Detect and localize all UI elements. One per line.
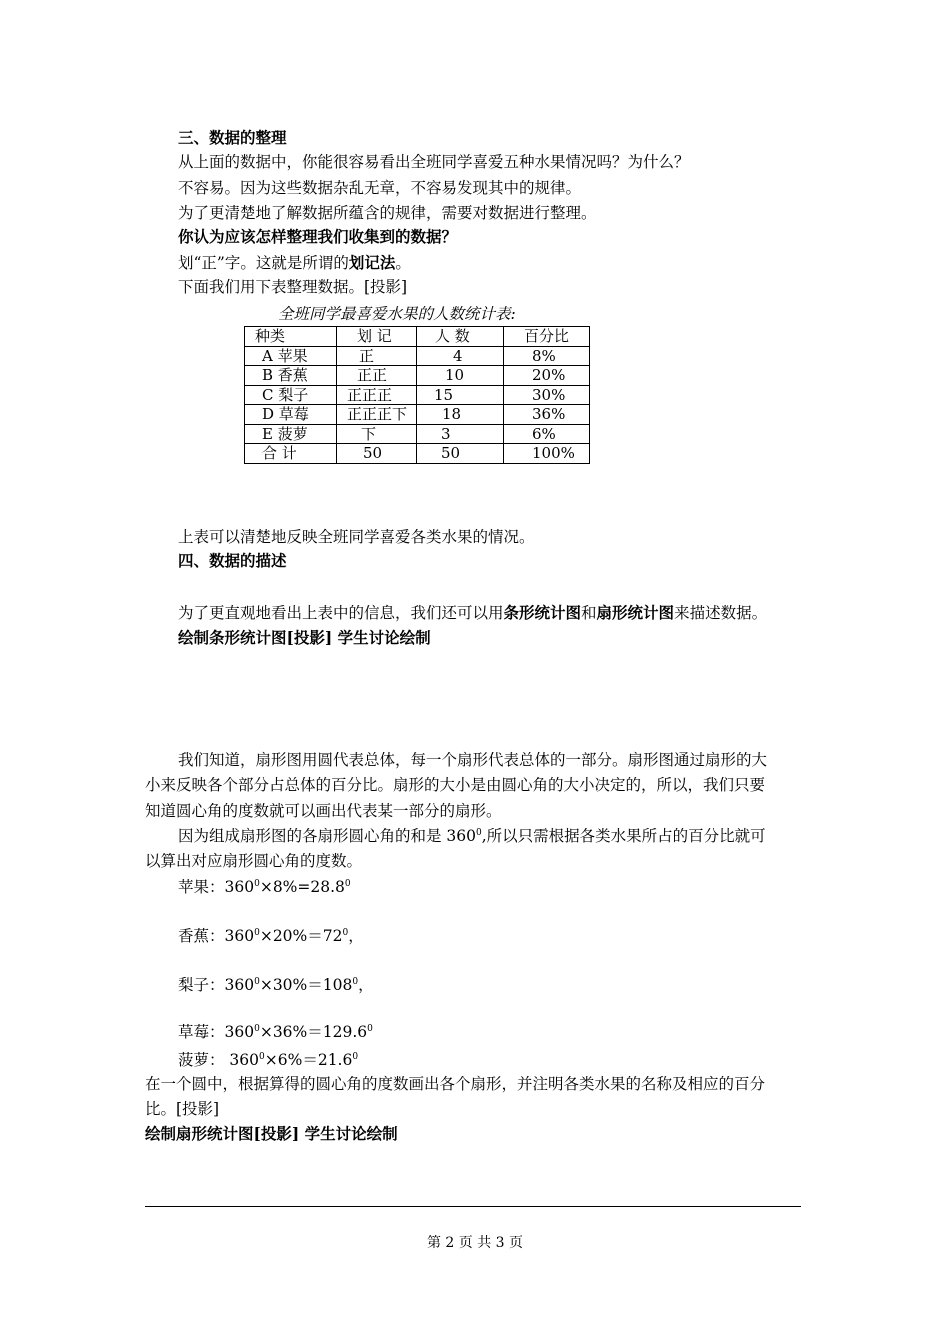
table-header-row xyxy=(245,327,590,347)
percent-cell: 100% xyxy=(504,444,590,464)
tally-method-line xyxy=(178,252,411,274)
after-table-note: 上表可以清楚地反映全班同学喜爱各类水果的情况。 xyxy=(178,528,535,546)
paragraph-2: 下面我们用下表整理数据。[投影] xyxy=(178,278,408,296)
answer-1: 不容易。因为这些数据杂乱无章，不容易发现其中的规律。 xyxy=(178,179,582,197)
tally-method-pre: 划“正”字。这就是所谓的 xyxy=(178,254,349,272)
section3-heading: 三、数据的整理 xyxy=(178,128,287,147)
header-cell: 百分比 xyxy=(504,327,590,347)
table-total-row xyxy=(245,444,590,464)
calc-pre: 梨子：360 xyxy=(178,976,255,994)
count-cell: 4 xyxy=(417,346,504,366)
fruit-tally-table xyxy=(244,326,590,464)
table-row xyxy=(245,366,590,386)
tally-cell: 正正正下 xyxy=(337,405,417,425)
chart-methods-line xyxy=(178,602,767,624)
closing-line-2: 比。[投影] xyxy=(145,1100,220,1118)
count-cell: 10 xyxy=(417,366,504,386)
degree-sup: 0 xyxy=(344,879,351,889)
calc-post: ， xyxy=(348,927,364,945)
pie-text-line-2: 小来反映各个部分占总体的百分比。扇形的大小是由圆心角的大小决定的，所以，我们只要 xyxy=(145,776,766,794)
calc-pear xyxy=(178,974,374,996)
degree-sup: 0 xyxy=(254,977,260,987)
kind-cell: C 梨子 xyxy=(245,385,337,405)
calc-apple xyxy=(178,876,351,898)
pie-text-line-5: 以算出对应扇形圆心角的度数。 xyxy=(145,852,363,870)
pie-chart-term: 扇形统计图 xyxy=(596,603,675,622)
degree-sup: 0 xyxy=(254,879,260,889)
kind-cell: E 菠萝 xyxy=(245,424,337,444)
tally-method-term: 划记法 xyxy=(348,253,396,272)
calc-pineapple xyxy=(178,1049,358,1071)
calc-strawberry xyxy=(178,1021,373,1043)
table-row xyxy=(245,385,590,405)
closing-line-1: 在一个圆中，根据算得的圆心角的度数画出各个扇形，并注明各类水果的名称及相应的百分 xyxy=(145,1075,766,1093)
page-footer: 第 2 页 共 3 页 xyxy=(426,1235,524,1251)
calc-banana xyxy=(178,925,364,947)
pie-chart-task: 绘制扇形统计图[投影] 学生讨论绘制 xyxy=(145,1124,398,1143)
bar-chart-term: 条形统计图 xyxy=(503,603,582,622)
calc-pre: 菠萝： 360 xyxy=(178,1051,260,1069)
tally-cell: 下 xyxy=(337,424,417,444)
calc-mid: ×20%＝72 xyxy=(259,927,343,945)
table-row xyxy=(245,424,590,444)
header-cell: 人 数 xyxy=(417,327,504,347)
question-2: 你认为应该怎样整理我们收集到的数据？ xyxy=(178,227,458,246)
degree-sup: 0 xyxy=(254,928,260,938)
table-row xyxy=(245,346,590,366)
degree-sup: 0 xyxy=(476,828,482,838)
calc-pre: 草莓：360 xyxy=(178,1023,255,1041)
percent-cell: 20% xyxy=(504,366,590,386)
pie-text-line-4 xyxy=(178,825,766,847)
degree-sup: 0 xyxy=(367,1024,373,1034)
percent-cell: 6% xyxy=(504,424,590,444)
count-cell: 18 xyxy=(417,405,504,425)
percent-cell: 8% xyxy=(504,346,590,366)
tally-method-post: 。 xyxy=(395,254,411,272)
percent-cell: 30% xyxy=(504,385,590,405)
tally-cell: 50 xyxy=(337,444,417,464)
kind-cell: A 苹果 xyxy=(245,346,337,366)
pie-text-line-3: 知道圆心角的度数就可以画出代表某一部分的扇形。 xyxy=(145,802,502,820)
calc-mid: ×36%＝129.6 xyxy=(259,1023,368,1041)
table-row xyxy=(245,405,590,425)
tally-cell: 正正 xyxy=(337,366,417,386)
header-cell: 种类 xyxy=(245,327,337,347)
degree-sup: 0 xyxy=(352,977,359,987)
paragraph-1: 为了更清楚地了解数据所蕴含的规律，需要对数据进行整理。 xyxy=(178,204,597,222)
calc-post: ， xyxy=(358,976,374,994)
count-cell: 15 xyxy=(417,385,504,405)
bar-chart-task: 绘制条形统计图[投影] 学生讨论绘制 xyxy=(178,628,431,647)
chart-methods-pre: 为了更直观地看出上表中的信息，我们还可以用 xyxy=(178,604,504,622)
tally-cell: 正正正 xyxy=(337,385,417,405)
pie-text-4-pre: 因为组成扇形图的各扇形圆心角的和是 360 xyxy=(178,827,477,845)
degree-sup: 0 xyxy=(352,1052,359,1062)
footer-divider xyxy=(145,1206,801,1207)
calc-mid: ×30%＝108 xyxy=(259,976,353,994)
chart-methods-post: 来描述数据。 xyxy=(674,604,768,622)
pie-text-line-1: 我们知道，扇形图用圆代表总体，每一个扇形代表总体的一部分。扇形图通过扇形的大 xyxy=(178,751,768,769)
calc-mid: ×6%＝21.6 xyxy=(264,1051,353,1069)
tally-cell: 正 xyxy=(337,346,417,366)
calc-pre: 苹果：360 xyxy=(178,878,255,896)
table-caption: 全班同学最喜爱水果的人数统计表: xyxy=(278,305,516,323)
percent-cell: 36% xyxy=(504,405,590,425)
question-1: 从上面的数据中，你能很容易看出全班同学喜爱五种水果情况吗？为什么？ xyxy=(178,153,690,171)
kind-cell: B 香蕉 xyxy=(245,366,337,386)
kind-cell: 合 计 xyxy=(245,444,337,464)
calc-pre: 香蕉：360 xyxy=(178,927,255,945)
degree-sup: 0 xyxy=(342,928,349,938)
count-cell: 3 xyxy=(417,424,504,444)
calc-mid: ×8%=28.8 xyxy=(259,878,345,896)
count-cell: 50 xyxy=(417,444,504,464)
section4-heading: 四、数据的描述 xyxy=(178,551,287,570)
header-cell: 划 记 xyxy=(337,327,417,347)
kind-cell: D 草莓 xyxy=(245,405,337,425)
degree-sup: 0 xyxy=(254,1024,260,1034)
chart-methods-mid: 和 xyxy=(581,604,597,622)
pie-text-4-post: ,所以只需根据各类水果所占的百分比就可 xyxy=(481,827,766,845)
degree-sup: 0 xyxy=(259,1052,265,1062)
